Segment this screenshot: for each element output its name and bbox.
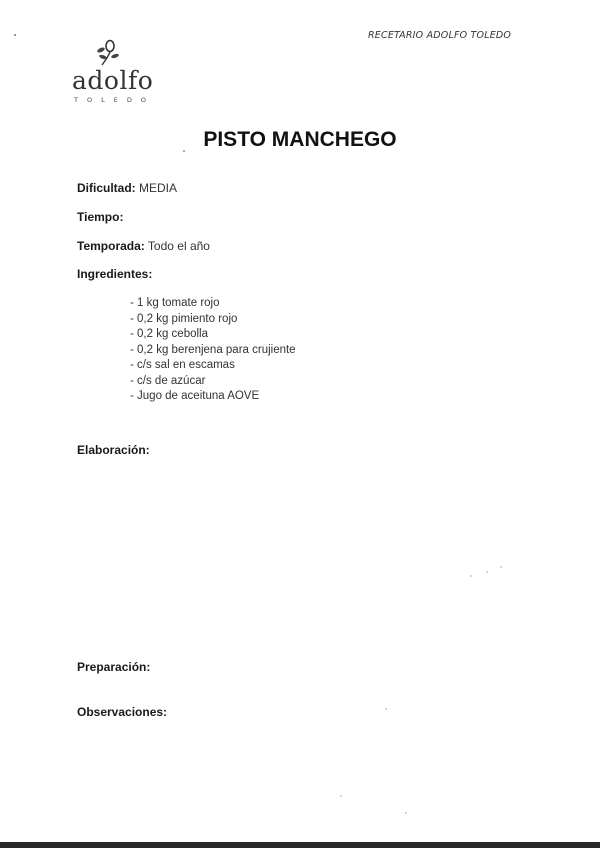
- list-item: - c/s de azúcar: [130, 374, 296, 390]
- scan-speck: [385, 708, 387, 710]
- scan-speck: [500, 566, 502, 568]
- preparation-label: Preparación:: [77, 660, 151, 674]
- ingredients-label: Ingredientes:: [77, 267, 153, 281]
- scan-speck: [405, 812, 407, 814]
- recipe-title: PISTO MANCHEGO: [203, 128, 397, 151]
- difficulty-label: Dificultad:: [77, 181, 136, 195]
- logo-subtitle: TOLEDO: [74, 96, 155, 104]
- olive-branch-icon: [92, 38, 126, 68]
- difficulty-value: MEDIA: [139, 181, 178, 195]
- list-item: - 0,2 kg pimiento rojo: [130, 312, 296, 328]
- scan-speck: [486, 571, 488, 573]
- season-label: Temporada:: [77, 239, 145, 253]
- preparation-field: [77, 660, 150, 674]
- time-label: Tiempo:: [77, 210, 124, 224]
- brand-logo: [70, 38, 155, 106]
- list-item: - 1 kg tomate rojo: [130, 296, 296, 312]
- difficulty-field: [77, 181, 177, 195]
- season-field: [77, 239, 210, 253]
- collection-note: RECETARIO ADOLFO TOLEDO: [368, 30, 512, 41]
- ingredients-field: [77, 267, 152, 281]
- list-item: - 0,2 kg cebolla: [130, 327, 296, 343]
- scan-speck: [470, 575, 472, 577]
- elaboration-label: Elaboración:: [77, 443, 150, 457]
- scan-speck: [183, 150, 185, 152]
- time-field: [77, 210, 123, 224]
- observations-field: [77, 705, 167, 719]
- logo-name: adolfo: [72, 66, 154, 95]
- list-item: - c/s sal en escamas: [130, 358, 296, 374]
- scan-bottom-edge: [0, 842, 600, 848]
- observations-label: Observaciones:: [77, 705, 168, 719]
- scan-speck: [340, 795, 342, 797]
- season-value: Todo el año: [147, 239, 210, 253]
- list-item: - 0,2 kg berenjena para crujiente: [130, 343, 296, 359]
- elaboration-field: [77, 443, 150, 457]
- scan-speck: [14, 34, 16, 36]
- list-item: - Jugo de aceituna AOVE: [130, 389, 296, 405]
- ingredients-list: [130, 296, 296, 405]
